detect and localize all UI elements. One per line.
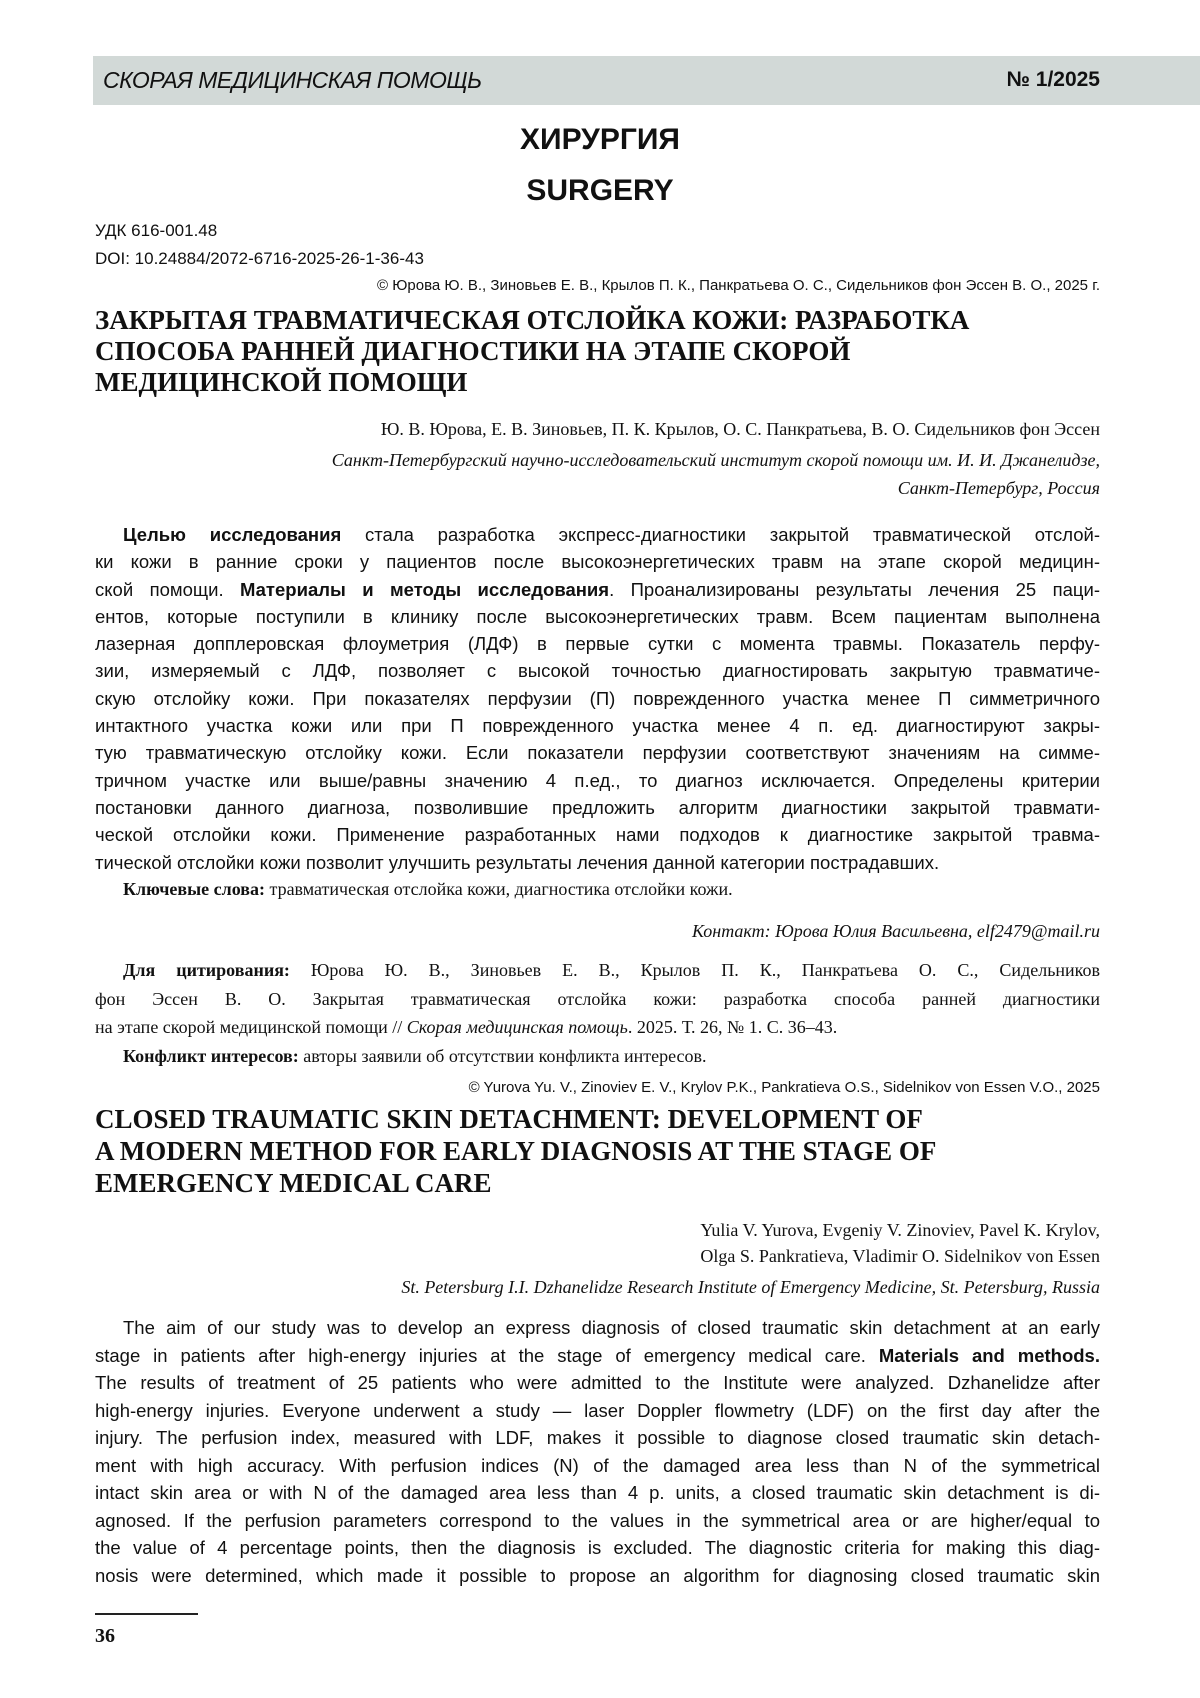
text-run: ческой отслойки кожи. Применение разработанных нами подходов к диагностике закрытой травма- [95,824,1100,846]
text-run: the value of 4 percentage points, then the diagnosis is excluded. The diagnostic criteria for making this diag- [95,1537,1100,1558]
text-run: зии, измеряемый с ЛДФ, позволяет с высокой точностью диагностировать закрытую травматиче- [95,660,1100,682]
text-run: Скорая медицинская помощь [406,1017,628,1037]
title-line: МЕДИЦИНСКОЙ ПОМОЩИ [95,367,468,397]
text-line [95,548,1100,575]
abstract-ru [95,521,1100,876]
text-line [95,1397,1100,1425]
text-line [95,849,1100,876]
text-line [95,1507,1100,1535]
text-line [95,1369,1100,1397]
bold-run: Конфликт интересов: [123,1045,299,1066]
title-line: EMERGENCY MEDICAL CARE [95,1168,492,1198]
text-run: тической отслойки кожи позволит улучшить результаты лечения данной категории пострадавших. [95,851,940,873]
text-run: The results of treatment of 25 patients who were admitted to the Institute were analyzed. Dzhanelidze after [95,1372,1100,1393]
text-line [95,1013,1100,1042]
text-run: ment with high accuracy. With perfusion indices (N) of the damaged area less than N of the symmetrical [95,1454,1100,1476]
text-line [95,794,1100,821]
authors-line: Olga S. Pankratieva, Vladimir O. Sidelnikov von Essen [700,1246,1100,1266]
text-line [95,1534,1100,1562]
text-line [95,1424,1100,1452]
text-line [95,1042,1100,1071]
keywords-label: Ключевые слова: [123,879,265,899]
title-line: A MODERN METHOD FOR EARLY DIAGNOSIS AT THE STAGE OF [95,1136,937,1166]
affiliation-line: Санкт-Петербург, Россия [897,478,1100,498]
text-run: injury. The perfusion index, measured with LDF, makes it possible to diagnose closed traumatic skin detach- [95,1427,1100,1448]
abstract-en [95,1314,1100,1589]
text-run: high-energy injuries. Everyone underwent a study — laser Doppler flowmetry (LDF) on the first day after the [95,1399,1100,1421]
running-header [93,56,1200,105]
text-line [95,956,1100,985]
bold-run: Материалы и методы исследования [240,578,610,600]
text-run: intact skin area or with N of the damaged area less than 4 p. units, a closed traumatic skin detachment is di- [95,1482,1100,1503]
text-line [95,1562,1100,1590]
keywords-text: травматическая отслойка кожи, диагностика отслойки кожи. [264,879,733,899]
title-line: ЗАКРЫТАЯ ТРАВМАТИЧЕСКАЯ ОТСЛОЙКА КОЖИ: РАЗРАБОТКА [95,305,970,335]
article-title-en [95,1103,936,1199]
text-run: интактного участка кожи или при П поврежденного участка менее 4 п. ед. диагностируют закры- [95,715,1100,737]
doi: DOI: 10.24884/2072-6716-2025-26-1-36-43 [95,249,424,268]
text-line [95,985,1100,1014]
text-run: скую отслойку кожи. При показателях перфузии (П) поврежденного участка менее П симметричного [95,687,1100,709]
text-line [95,767,1100,794]
text-line [95,630,1100,657]
text-line [95,576,1100,603]
issue-number: № 1/2025 [1006,68,1100,91]
text-run: nosis were determined, which made it possible to propose an algorithm for diagnosing closed traumatic skin [95,1564,1100,1586]
text-run: тричном участке или выше/равны значению 4 п.ед., то диагноз исключается. Определены критерии [95,769,1100,791]
text-line [95,712,1100,739]
text-line [95,1314,1100,1342]
text-line [95,1342,1100,1370]
text-run: авторы заявили об отсутствии конфликта интересов. [298,1045,707,1066]
text-run: Юрова Ю. В., Зиновьев Е. В., Крылов П. К., Панкратьева О. С., Сидельников [289,960,1101,980]
text-run: постановки данного диагноза, позволившие предложить алгоритм диагностики закрытой травмати- [95,796,1100,818]
text-run: на этапе скорой медицинской помощи // [95,1017,407,1037]
text-line [95,603,1100,630]
text-run: ской помощи. [95,578,240,600]
title-line: CLOSED TRAUMATIC SKIN DETACHMENT: DEVELOPMENT OF [95,1104,923,1134]
page-number: 36 [95,1625,115,1647]
udk: УДК 616-001.48 [95,221,218,240]
text-line [95,685,1100,712]
title-line: СПОСОБА РАННЕЙ ДИАГНОСТИКИ НА ЭТАПЕ СКОРОЙ [95,336,851,366]
affiliation-line: Санкт-Петербургский научно-исследовательский институт скорой помощи им. И. И. Джанелидзе, [331,450,1100,470]
bold-run: Для цитирования: [123,960,290,980]
text-run: ки кожи в ранние сроки у пациентов после высокоэнергетических травм на этапе скорой медицин- [95,551,1100,573]
copyright-en: © Yurova Yu. V., Zinoviev E. V., Krylov P.K., Pankratieva O.S., Sidelnikov von Essen V.O., 2025 [468,1079,1100,1096]
authors-en [700,1217,1100,1269]
authors-line: Yulia V. Yurova, Evgeniy V. Zinoviev, Pavel K. Krylov, [700,1220,1100,1240]
text-line [95,1452,1100,1480]
article-title-ru [95,305,969,398]
text-line [95,821,1100,848]
text-run: тую травматическую отслойку кожи. Если показатели перфузии соответствуют значениям на симме- [95,742,1100,764]
affiliation-ru [332,446,1100,502]
section-title-ru: ХИРУРГИЯ [520,123,680,156]
text-line [95,657,1100,684]
text-line [95,1479,1100,1507]
text-run: . Проанализированы результаты лечения 25 паци- [609,578,1100,600]
text-run: фон Эссен В. О. Закрытая травматическая отслойка кожи: разработка способа ранней диагностики [95,988,1100,1009]
bold-run: Materials and methods. [878,1344,1100,1366]
text-run: лазерная допплеровская флоуметрия (ЛДФ) в первые сутки с момента травмы. Показатель перфу- [95,633,1100,655]
footnote-rule [95,1613,198,1615]
affiliation-en: St. Petersburg I.I. Dzhanelidze Research Institute of Emergency Medicine, St. Petersburg, Russia [401,1277,1100,1297]
keywords [123,879,733,900]
text-run: agnosed. If the perfusion parameters correspond to the values in the symmetrical area or are higher/equal to [95,1509,1100,1531]
text-run: ентов, которые поступили в клинику после высокоэнергетических травм. Всем пациентам выполнена [95,605,1100,627]
text-line [95,739,1100,766]
text-run: The aim of our study was to develop an express diagnosis of closed traumatic skin detachment at an early [123,1317,1100,1338]
contact: Контакт: Юрова Юлия Васильевна, elf2479@mail.ru [692,921,1100,941]
citation-block [95,956,1100,1070]
authors-ru: Ю. В. Юрова, Е. В. Зиновьев, П. К. Крылов, О. С. Панкратьева, В. О. Сидельников фон Эссен [380,419,1100,439]
text-line [95,521,1100,548]
journal-name: СКОРАЯ МЕДИЦИНСКАЯ ПОМОЩЬ [103,67,482,93]
copyright-ru: © Юрова Ю. В., Зиновьев Е. В., Крылов П. К., Панкратьева О. С., Сидельников фон Эссен В. О., 2025 г. [377,277,1100,294]
text-run: стала разработка экспресс-диагностики закрытой травматической отслой- [341,524,1100,545]
section-title-en: SURGERY [526,174,674,207]
text-run: stage in patients after high-energy injuries at the stage of emergency medical care. [95,1344,879,1366]
text-run: . 2025. Т. 26, № 1. С. 36–43. [627,1017,838,1037]
bold-run: Целью исследования [123,524,342,545]
